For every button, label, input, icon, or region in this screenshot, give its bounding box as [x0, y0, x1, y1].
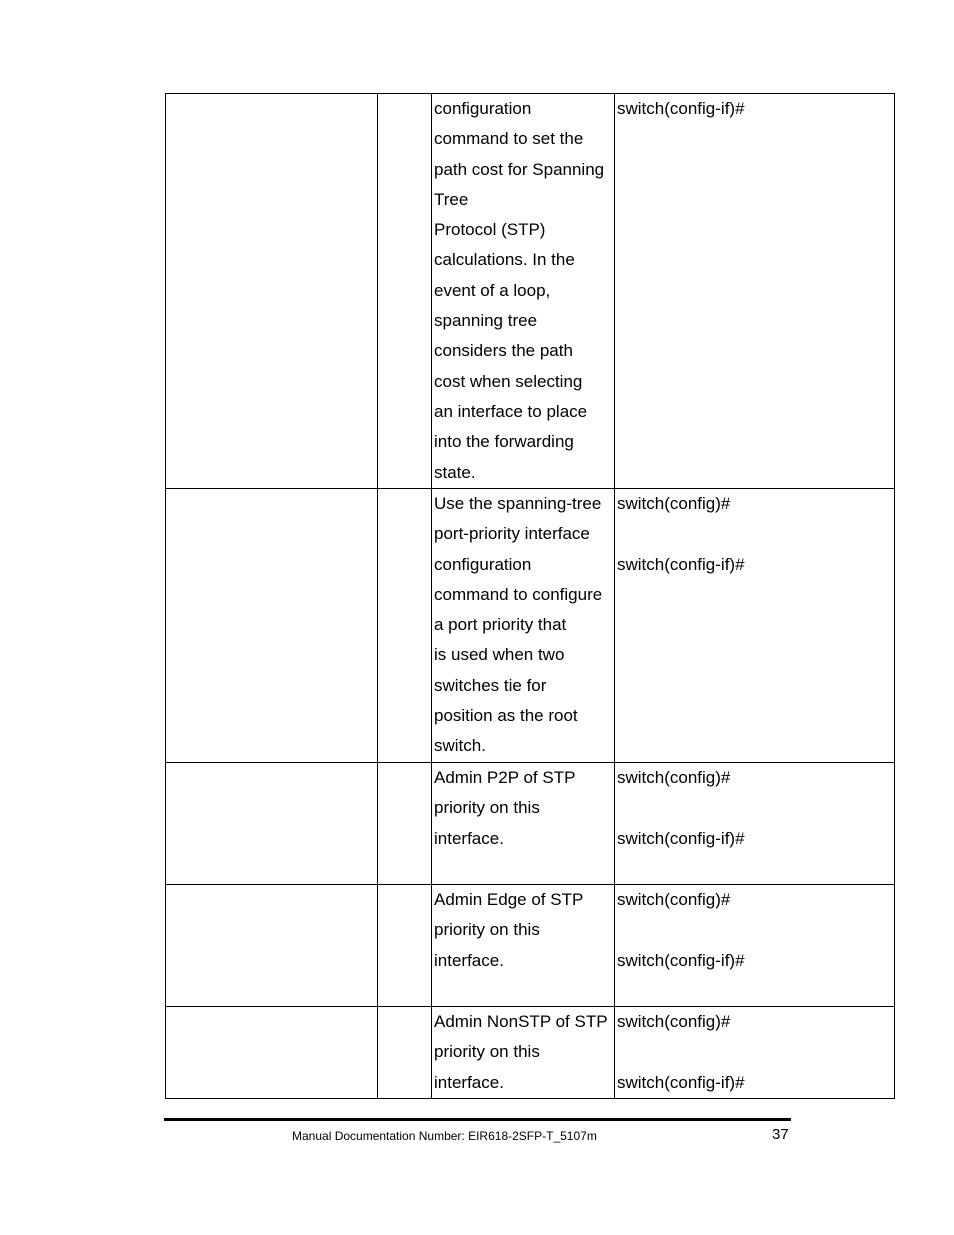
parameter-cell [378, 763, 432, 885]
description-line: is used when two [434, 645, 565, 665]
description-cell [432, 94, 615, 489]
description-line: Use the spanning-tree [434, 494, 602, 513]
mode-line: switch(config)# [617, 890, 731, 909]
description-line: priority on this [434, 798, 540, 818]
footer-divider [164, 1118, 791, 1121]
mode-spacer [617, 793, 894, 823]
mode-line: switch(config)# [617, 768, 731, 787]
description-line: Admin Edge of STP [434, 890, 584, 909]
table-row [166, 763, 895, 885]
mode-cell [615, 885, 895, 1007]
table-row [166, 94, 895, 489]
mode-line: switch(config)# [617, 494, 731, 513]
description-line: interface. [434, 828, 504, 848]
parameter-cell [378, 1007, 432, 1099]
mode-line: switch(config-if)# [617, 950, 745, 970]
description-cell [432, 489, 615, 763]
command-cell [166, 1007, 378, 1099]
mode-cell [615, 489, 895, 763]
page-number: 37 [772, 1126, 789, 1143]
description-line: interface. [434, 1072, 504, 1092]
command-table [165, 93, 895, 1099]
description-line: state. [434, 462, 476, 482]
description-line: event of a loop, [434, 280, 551, 300]
mode-spacer [617, 519, 894, 549]
description-line: cost when selecting [434, 371, 583, 391]
mode-line: switch(config)# [617, 1012, 731, 1031]
mode-line: switch(config-if)# [617, 828, 745, 848]
description-line: priority on this [434, 920, 540, 940]
mode-spacer [617, 1037, 894, 1067]
footer-doc-number: Manual Documentation Number: EIR618-2SFP-T_5107m [292, 1129, 597, 1143]
parameter-cell [378, 885, 432, 1007]
mode-line: switch(config-if)# [617, 99, 745, 118]
parameter-cell [378, 94, 432, 489]
mode-cell [615, 1007, 895, 1099]
description-cell [432, 885, 615, 1007]
parameter-cell [378, 489, 432, 763]
table-row [166, 885, 895, 1007]
description-line: port-priority interface [434, 524, 590, 544]
description-cell [432, 763, 615, 885]
description-line: switches tie for [434, 675, 547, 695]
description-line: configuration [434, 99, 532, 118]
description-line: priority on this [434, 1042, 540, 1062]
description-line: command to set the [434, 129, 584, 149]
description-line: Admin NonSTP of STP [434, 1012, 608, 1031]
mode-cell [615, 763, 895, 885]
mode-line: switch(config-if)# [617, 1072, 745, 1092]
command-cell [166, 885, 378, 1007]
table-row [166, 489, 895, 763]
command-cell [166, 489, 378, 763]
description-cell [432, 1007, 615, 1099]
description-line: path cost for Spanning [434, 159, 605, 179]
description-line: Admin P2P of STP [434, 768, 576, 787]
table-row [166, 1007, 895, 1099]
command-cell [166, 94, 378, 489]
description-line: a port priority that [434, 615, 567, 635]
description-line: an interface to place [434, 401, 588, 421]
description-line: considers the path [434, 341, 573, 361]
description-line: switch. [434, 736, 486, 756]
mode-line: switch(config-if)# [617, 554, 745, 574]
description-line: calculations. In the [434, 250, 575, 270]
description-line: command to configure [434, 584, 603, 604]
description-line: Protocol (STP) [434, 220, 546, 240]
command-cell [166, 763, 378, 885]
mode-spacer [617, 915, 894, 945]
description-line: spanning tree [434, 311, 538, 331]
description-line: position as the root [434, 706, 578, 726]
description-line: into the forwarding [434, 432, 574, 452]
description-line: configuration [434, 554, 532, 574]
mode-cell [615, 94, 895, 489]
description-line: Tree [434, 189, 469, 209]
description-line: interface. [434, 950, 504, 970]
